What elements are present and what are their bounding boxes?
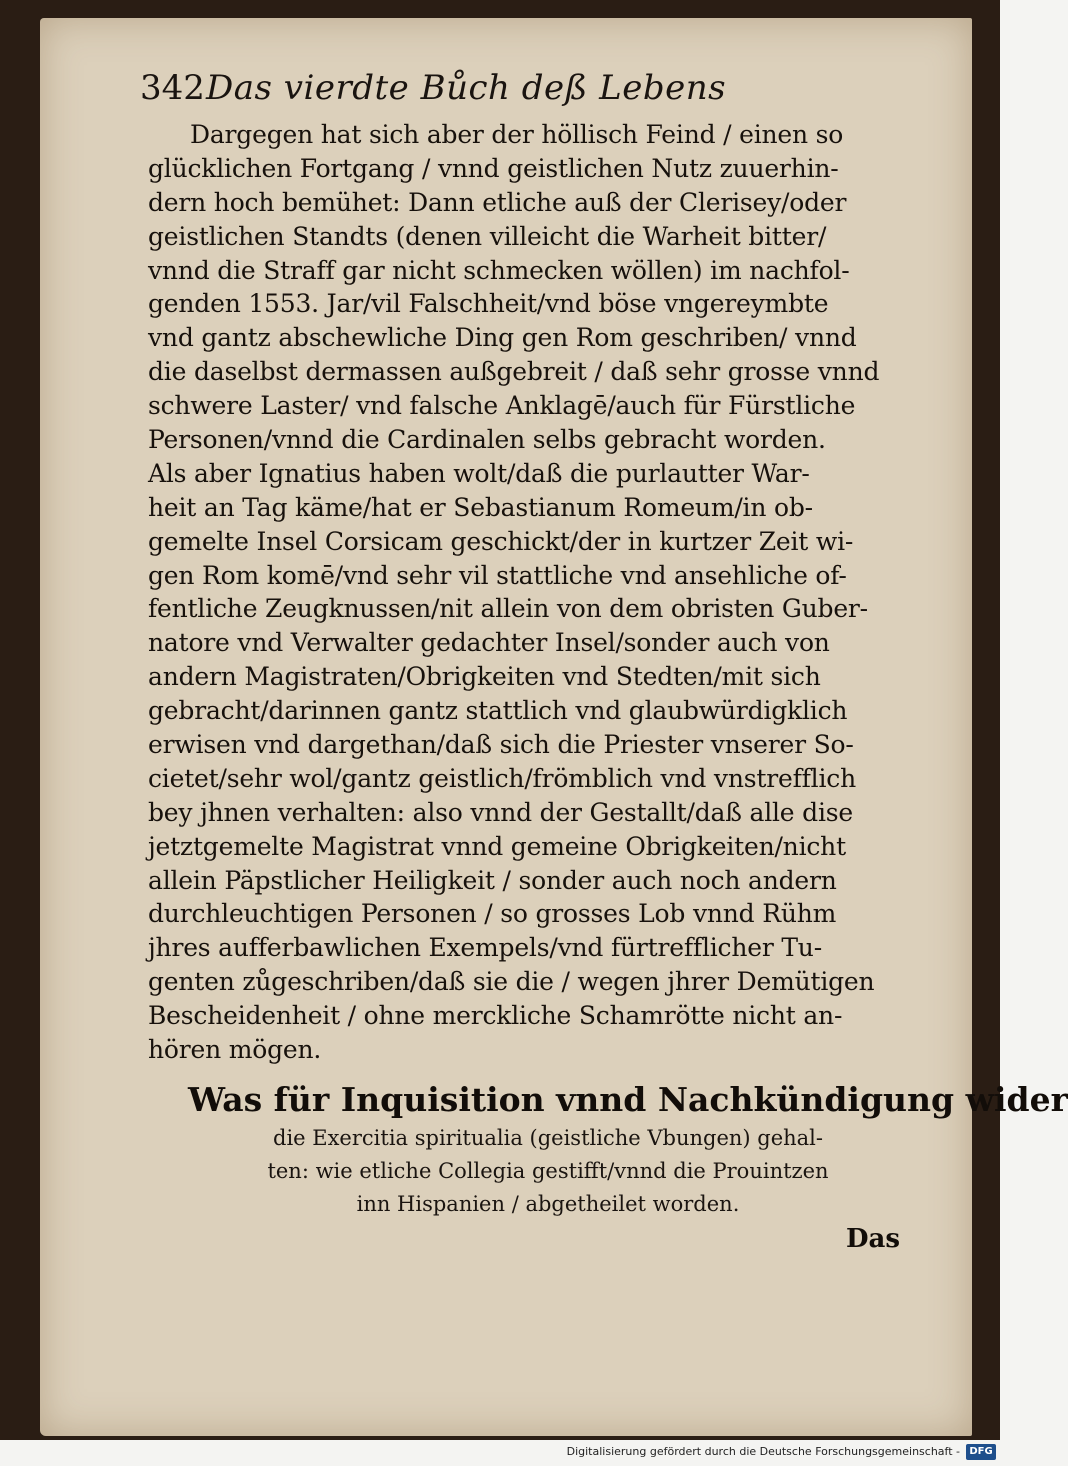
section-heading-subline: ten: wie etliche Collegia gestifft/vnnd die Prouintzen bbox=[267, 1159, 829, 1183]
text-line: geistlichen Standts (denen villeicht die Warheit bitter/ bbox=[148, 221, 827, 251]
text-line: Bescheidenheit / ohne merckliche Schamrötte nicht an- bbox=[148, 1001, 843, 1031]
text-line: vnd gantz abschewliche Ding gen Rom geschriben/ vnnd bbox=[148, 323, 857, 353]
text-line: bey jhnen verhalten: also vnnd der Gestallt/daß alle dise bbox=[148, 797, 853, 827]
section-heading-subline: die Exercitia spiritualia (geistliche Vbungen) gehal- bbox=[273, 1126, 823, 1150]
text-line: gemelte Insel Corsicam geschickt/der in kurtzer Zeit wi- bbox=[148, 526, 854, 556]
text-line: hören mögen. bbox=[148, 1035, 322, 1065]
text-line: schwere Laster/ vnd falsche Anklagē/auch für Fürstliche bbox=[148, 391, 856, 421]
catchword: Das bbox=[846, 1224, 901, 1254]
text-line: fentliche Zeugknussen/nit allein von dem obristen Guber- bbox=[148, 594, 868, 624]
text-line: jetztgemelte Magistrat vnnd gemeine Obrigkeiten/nicht bbox=[148, 831, 846, 861]
text-line: gen Rom komē/vnd sehr vil stattliche vnd ansehliche of- bbox=[148, 560, 847, 590]
footer-bar bbox=[0, 1440, 1000, 1466]
text-line: erwisen vnd dargethan/daß sich die Priester vnserer So- bbox=[148, 730, 854, 760]
dfg-logo: DFG bbox=[966, 1444, 996, 1460]
text-line: jhres aufferbawlichen Exempels/vnd fürtrefflicher Tu- bbox=[148, 933, 822, 963]
text-line: genden 1553. Jar/vil Falschheit/vnd böse vngereymbte bbox=[148, 289, 829, 319]
text-line: Als aber Ignatius haben wolt/daß die purlautter War- bbox=[148, 458, 810, 488]
text-line: die daselbst dermassen außgebreit / daß sehr grosse vnnd bbox=[148, 357, 880, 387]
text-line: allein Päpstlicher Heiligkeit / sonder auch noch andern bbox=[148, 865, 837, 895]
text-line: glücklichen Fortgang / vnnd geistlichen Nutz zuuerhin- bbox=[148, 153, 839, 183]
funding-credit: Digitalisierung gefördert durch die Deutsche Forschungsgemeinschaft - bbox=[566, 1445, 960, 1458]
body-text bbox=[148, 118, 908, 1067]
text-line: andern Magistraten/Obrigkeiten vnd Stedten/mit sich bbox=[148, 662, 821, 692]
text-line: genten zůgeschriben/daß sie die / wegen jhrer Demütigen bbox=[148, 967, 875, 997]
text-line: cietet/sehr wol/gantz geistlich/frömblich vnd vnstrefflich bbox=[148, 763, 856, 793]
text-line: Personen/vnnd die Cardinalen selbs gebracht worden. bbox=[148, 425, 826, 455]
page-number: 342 bbox=[140, 68, 205, 108]
running-head: Das vierdte Bůch deß Lebens bbox=[206, 68, 727, 108]
text-line: dern hoch bemühet: Dann etliche auß der Clerisey/oder bbox=[148, 187, 847, 217]
text-line: gebracht/darinnen gantz stattlich vnd glaubwürdigklich bbox=[148, 696, 848, 726]
text-line: heit an Tag käme/hat er Sebastianum Romeum/in ob- bbox=[148, 492, 813, 522]
section-heading bbox=[188, 1078, 1068, 1221]
section-heading-title: Was für Inquisition vnnd Nachkündigung wider bbox=[188, 1080, 1068, 1119]
page-header bbox=[140, 64, 820, 114]
section-heading-subline: inn Hispanien / abgetheilet worden. bbox=[356, 1192, 740, 1216]
text-line: natore vnd Verwalter gedachter Insel/sonder auch von bbox=[148, 628, 830, 658]
text-line: durchleuchtigen Personen / so grosses Lob vnnd Rühm bbox=[148, 899, 837, 929]
text-line: vnnd die Straff gar nicht schmecken wöllen) im nachfol- bbox=[148, 255, 850, 285]
text-line: Dargegen hat sich aber der höllisch Feind / einen so bbox=[190, 120, 844, 149]
